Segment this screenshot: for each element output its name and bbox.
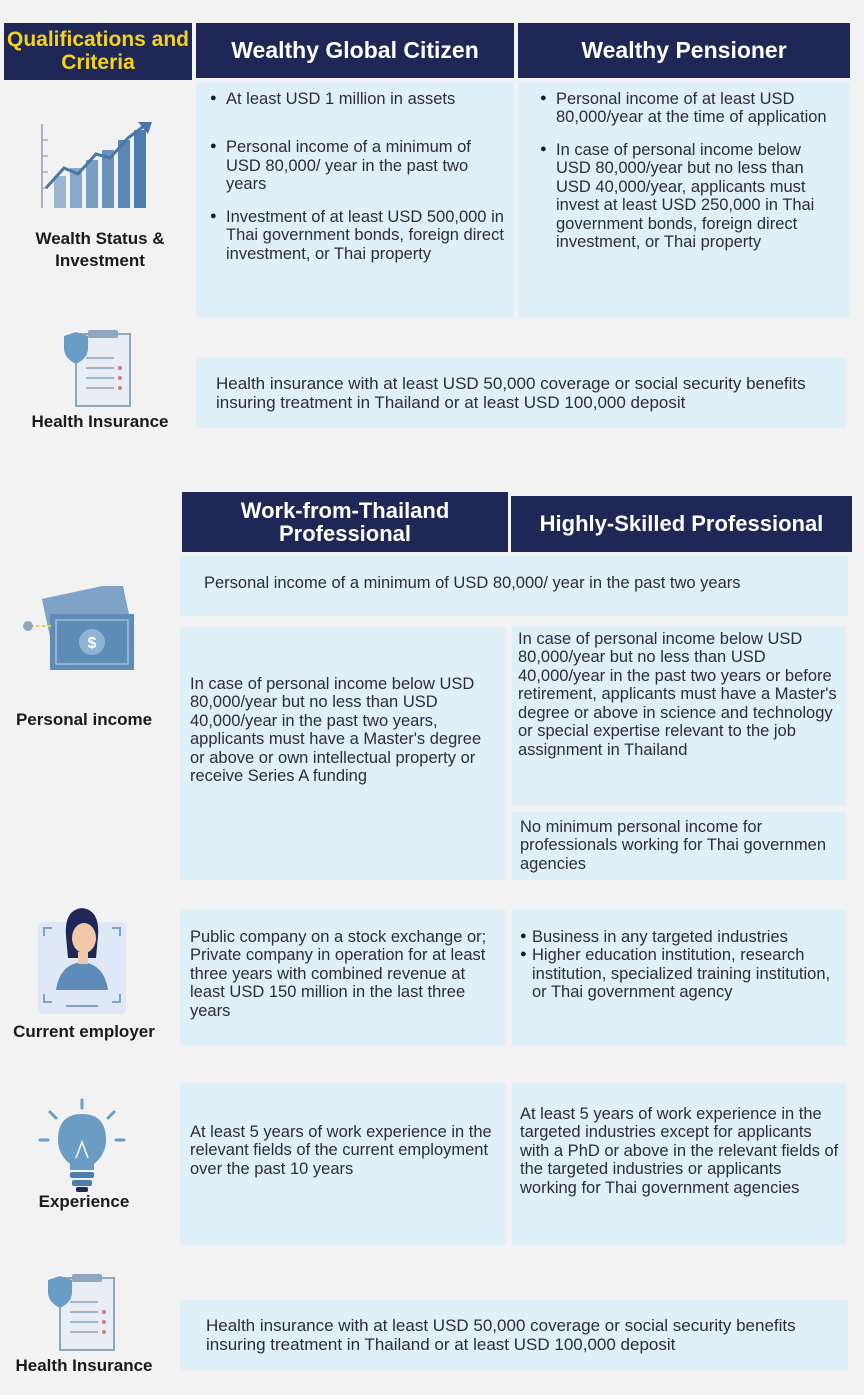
list-item: ● Investment of at least USD 500,000 in Thai government bonds, foreign direct investment, or Thai property — [210, 208, 504, 263]
wealth-status-label: Wealth Status & Investment — [35, 229, 165, 271]
bar-chart-growth-icon — [38, 120, 158, 212]
list-item: ● Business in any targeted industries — [520, 928, 840, 946]
list-item: ● At least USD 1 million in assets — [210, 90, 504, 108]
wft-income-cell: In case of personal income below USD 80,000/year but no less than USD 40,000/year in the past two years, applicants must have a Master's degree or above or own intellectual property or receive Series A funding — [180, 627, 506, 880]
list-item: ● Personal income of a minimum of USD 80,000/ year in the past two years — [210, 138, 504, 193]
wft-employer-cell: Public company on a stock exchange or; Private company in operation for at least three years with combined revenue at least USD 150 million in the last three years — [180, 910, 506, 1046]
personal-income-label: Personal income — [15, 710, 153, 729]
list-item: ● Higher education institution, research institution, specialized training institution, or Thai government agency — [520, 946, 840, 1001]
health-insurance-label: Health Insurance — [31, 412, 169, 431]
health-insurance-label: Health Insurance — [15, 1356, 153, 1375]
insurance-document-icon — [62, 328, 134, 408]
hsp-experience-cell: At least 5 years of work experience in the targeted industries except for applicants with a PhD or above in the relevant fields of the targeted industries or applicants working for Thai government agencies — [512, 1083, 846, 1245]
money-bills-icon — [22, 586, 138, 678]
wealthy-pensioner-wealth-cell — [518, 82, 850, 318]
wft-experience-cell: At least 5 years of work experience in the relevant fields of the current employment over the past 10 years — [180, 1083, 506, 1245]
personal-income-shared-cell: Personal income of a minimum of USD 80,000/ year in the past two years — [180, 556, 848, 616]
svg-text:$: $ — [87, 635, 97, 652]
hsp-no-min-income-cell: No minimum personal income for professionals working for Thai governmen agencies — [512, 812, 846, 880]
health-insurance-cell: Health insurance with at least USD 50,000 coverage or social security benefits insuring treatment in Thailand or at least USD 100,000 deposit — [180, 1300, 848, 1370]
health-insurance-cell: Health insurance with at least USD 50,000 coverage or social security benefits insuring treatment in Thailand or at least USD 100,000 deposit — [196, 358, 846, 428]
wealthy-pensioner-header: Wealthy Pensioner — [518, 23, 850, 78]
hsp-employer-cell — [512, 910, 846, 1046]
wealthy-global-citizen-header: Wealthy Global Citizen — [196, 23, 514, 78]
light-bulb-icon — [36, 1098, 128, 1194]
list-item: ● Personal income of at least USD 80,000/year at the time of application — [540, 90, 840, 127]
work-from-thailand-header: Work-from-Thailand Professional — [182, 492, 508, 552]
wealthy-global-citizen-wealth-cell — [196, 82, 514, 318]
insurance-document-icon — [46, 1272, 118, 1352]
list-item: ● In case of personal income below USD 80,000/year but no less than USD 40,000/year, applicants must invest at least USD 250,000 in Thai government bonds, foreign direct investment, or Thai property — [540, 141, 840, 252]
person-profile-icon — [34, 902, 130, 1018]
qualifications-header: Qualifications and Criteria — [4, 23, 192, 80]
current-employer-label: Current employer — [13, 1022, 155, 1041]
hsp-income-cell: In case of personal income below USD 80,000/year but no less than USD 40,000/year in the past two years or before retirement, applicants must have a Master's degree or above in science and technology or special expertise relevant to the job assignment in Thailand — [512, 626, 846, 806]
highly-skilled-header: Highly-Skilled Professional — [511, 496, 852, 552]
experience-label: Experience — [38, 1192, 130, 1211]
